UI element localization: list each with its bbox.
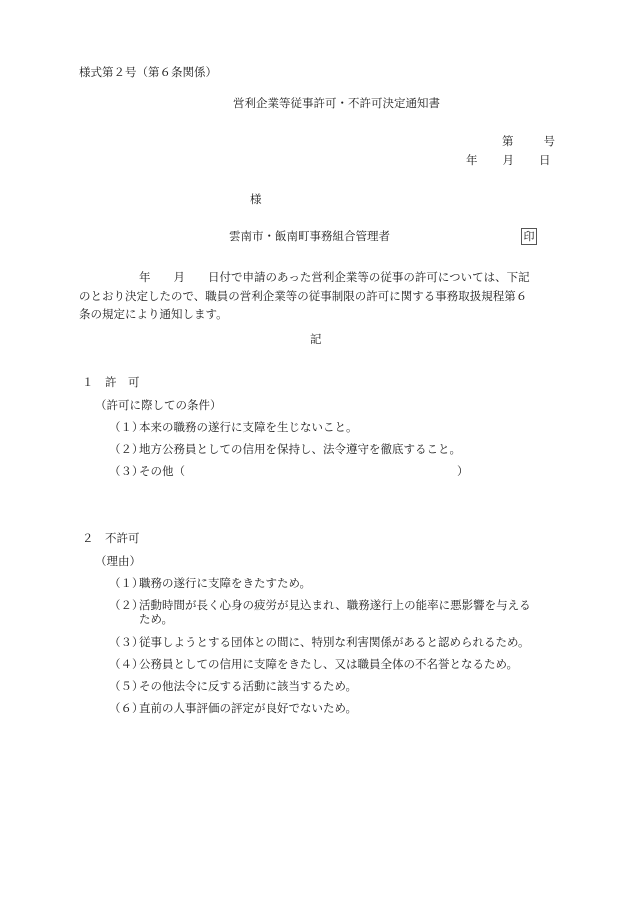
section2-item-6: （６）直前の人事評価の評定が良好でないため。 bbox=[109, 701, 358, 715]
section2-item-4: （４）公務員としての信用に支障をきたし、又は職員全体の不名誉となるため。 bbox=[109, 657, 519, 671]
section2-subheading: （理由） bbox=[95, 554, 141, 568]
section2-item-1: （１）職務の遂行に支障をきたすため。 bbox=[109, 576, 312, 590]
document-title: 営利企業等従事許可・不許可決定通知書 bbox=[233, 96, 440, 110]
number-go: 号 bbox=[543, 134, 555, 148]
section2-item-3: （３）従事しようとする団体との間に、特別な利害関係があると認められるため。 bbox=[109, 635, 530, 649]
section1-subheading: （許可に際しての条件） bbox=[95, 398, 222, 412]
issuer-name: 雲南市・飯南町事務組合管理者 bbox=[229, 229, 390, 243]
date-month: 月 bbox=[502, 153, 514, 167]
section2-item-5: （５）その他法令に反する活動に該当するため。 bbox=[109, 679, 358, 693]
section1-item-3-close: ） bbox=[457, 464, 469, 478]
form-number: 様式第２号（第６条関係） bbox=[79, 65, 217, 79]
seal-mark: 印 bbox=[521, 228, 537, 245]
ki-marker: 記 bbox=[310, 332, 322, 346]
section1-item-2: （２）地方公務員としての信用を保持し、法令遵守を徹底すること。 bbox=[109, 442, 461, 456]
body-line-2: のとおり決定したので、職員の営利企業等の従事制限の許可に関する事務取扱規程第６ bbox=[79, 288, 528, 303]
body-line-1: 年 月 日付で申請のあった営利企業等の従事の許可については、下記 bbox=[139, 270, 530, 284]
number-dai: 第 bbox=[502, 134, 514, 148]
section1-item-1: （１）本来の職務の遂行に支障を生じないこと。 bbox=[109, 420, 358, 434]
section1-heading: １ 許 可 bbox=[82, 375, 140, 389]
date-line bbox=[466, 155, 551, 167]
date-day: 日 bbox=[539, 153, 551, 167]
date-year: 年 bbox=[466, 153, 478, 167]
addressee-suffix: 様 bbox=[250, 192, 262, 206]
body-line-3: 条の規定により通知します。 bbox=[79, 307, 228, 321]
section2-heading: ２ 不許可 bbox=[82, 531, 140, 545]
body-paragraph bbox=[79, 268, 559, 324]
section2-item-2: （２）活動時間が長く心身の疲労が見込まれ、職務遂行上の能率に悪影響を与える ため。 bbox=[109, 598, 531, 626]
section1-item-3: （３）その他（ bbox=[109, 464, 185, 478]
document-number-line bbox=[502, 136, 555, 148]
